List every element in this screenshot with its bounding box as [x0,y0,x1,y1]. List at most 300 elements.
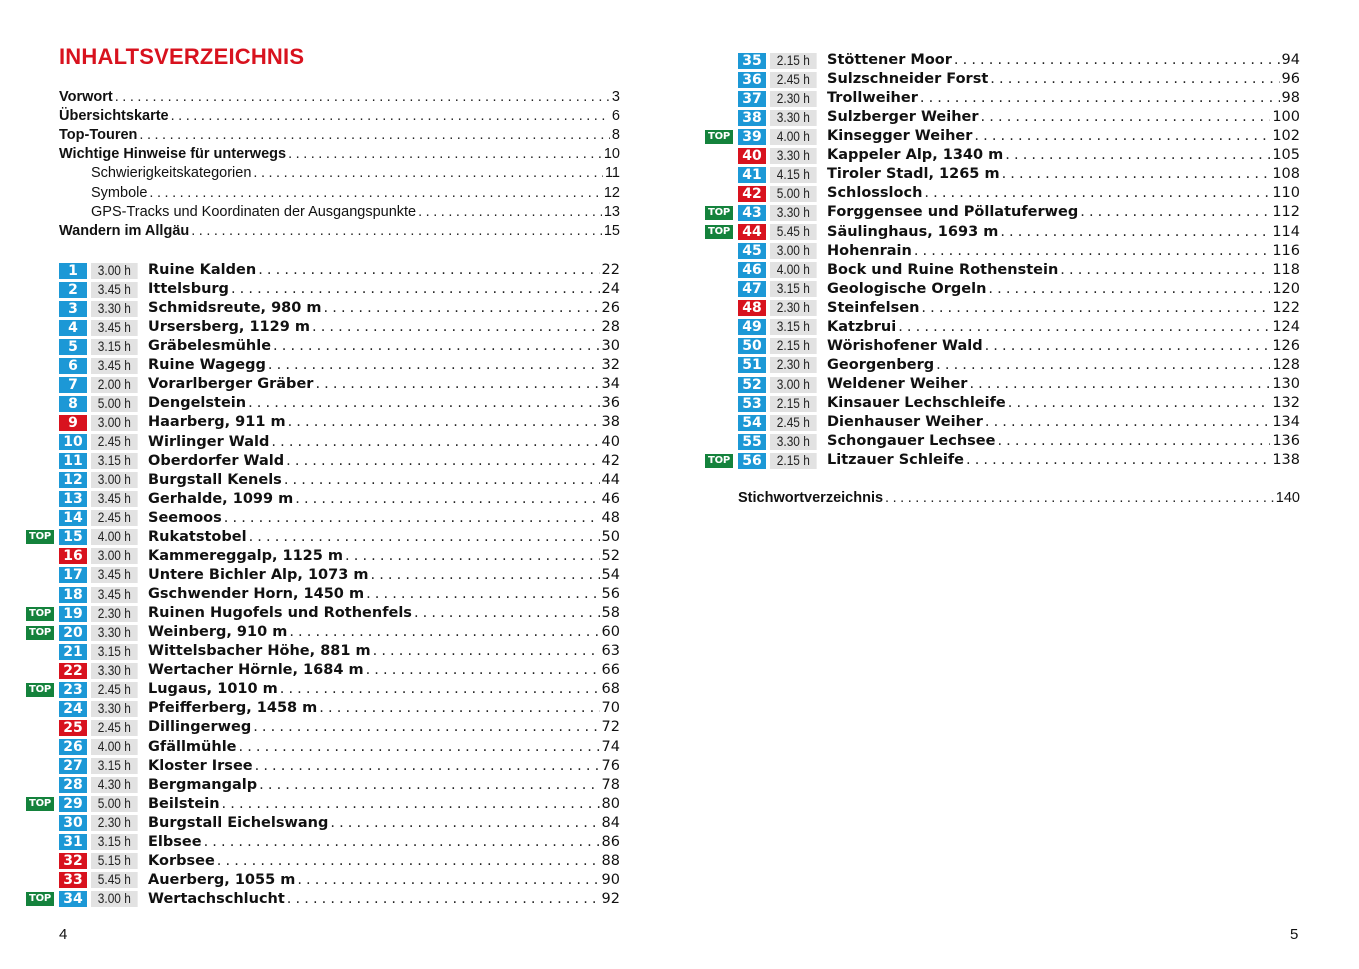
tour-name: Burgstall Eichelswang [148,814,329,831]
leader-dots [248,394,599,413]
toc-entry[interactable] [59,145,620,164]
tour-name: Gfällmühle [148,738,237,755]
top-tour-badge: TOP [26,530,54,544]
tour-entry [148,433,620,452]
toc-title: INHALTSVERZEICHNIS [59,44,305,69]
top-tour-badge: TOP [26,797,54,811]
tour-duration: 2.45 h [91,682,138,698]
tour-number-badge: 53 [738,396,766,412]
tour-name: Weldener Weiher [827,376,968,393]
tour-number-badge: 47 [738,281,766,297]
tour-page: 32 [601,357,620,374]
tour-page: 110 [1272,185,1300,202]
tour-row[interactable] [0,757,680,776]
tour-row[interactable] [680,242,1359,261]
top-tour-badge: TOP [26,607,54,621]
tour-name: Wertacher Hörnle, 1684 m [148,662,364,679]
leader-dots [1080,203,1270,222]
tour-duration: 3.00 h [91,472,138,488]
leader-dots [898,318,1270,337]
tour-page: 26 [601,300,620,317]
tour-page: 94 [1281,52,1300,68]
toc-entry[interactable] [59,126,620,145]
tour-row[interactable] [0,871,680,890]
tour-entry [148,337,620,356]
entry-page: 13 [603,203,620,220]
tour-number-badge: 4 [59,320,87,336]
tour-row[interactable] [0,585,680,604]
tour-page: 46 [601,490,620,507]
tour-row[interactable] [0,299,680,318]
tour-duration: 2.15 h [770,396,817,412]
toc-entry[interactable] [91,203,620,222]
tour-row[interactable] [680,203,1359,222]
tour-entry [148,661,620,680]
tour-number-badge: 10 [59,434,87,450]
tour-row[interactable] [0,814,680,833]
page-number-right: 5 [1290,926,1299,943]
tour-name: Georgenberg [827,356,935,373]
leader-dots [330,814,599,833]
tour-entry [827,51,1300,70]
tour-page: 44 [601,471,620,488]
tour-row[interactable] [680,261,1359,280]
leader-dots [258,261,599,280]
tour-row[interactable] [0,547,680,566]
tour-row[interactable] [0,604,680,623]
tour-name: Lugaus, 1010 m [148,681,278,698]
leader-dots [115,88,610,107]
tour-number-badge: 45 [738,243,766,259]
tour-duration: 2.30 h [770,357,817,373]
tour-page: 122 [1272,299,1300,316]
tour-row[interactable] [0,528,680,547]
tour-page: 42 [601,452,620,469]
leader-dots [885,489,1274,508]
tour-number-badge: 48 [738,300,766,316]
tour-number-badge: 15 [59,529,87,545]
leader-dots [255,757,600,776]
tour-name: Ruine Kalden [148,262,257,278]
tour-row[interactable] [0,433,680,452]
tour-number-badge: 42 [738,186,766,202]
tour-name: Oberdorfer Wald [148,452,285,469]
tour-entry [148,375,620,394]
top-tour-badge: TOP [705,454,733,468]
tour-duration: 5.00 h [770,186,817,202]
tour-entry [148,890,620,909]
tour-page: 108 [1272,166,1300,183]
entry-page: 10 [603,146,620,163]
tour-entry [148,566,620,585]
entry-page: 15 [603,222,620,239]
entry-label: Wandern im Allgäu [59,222,190,239]
toc-entry[interactable] [91,164,620,183]
tour-duration: 3.15 h [91,339,138,355]
leader-dots [287,890,600,909]
tour-row[interactable] [680,432,1359,451]
tour-row[interactable] [0,356,680,375]
tour-row[interactable] [680,223,1359,242]
tour-entry [148,871,620,890]
tour-entry [148,413,620,432]
tour-name: Bock und Ruine Rothenstein [827,261,1059,278]
tour-name: Wirlinger Wald [148,433,270,450]
tour-duration: 2.45 h [91,720,138,736]
tour-entry [148,680,620,699]
tour-duration: 4.00 h [91,739,138,755]
leader-dots [921,299,1270,318]
tour-name: Vorarlberger Gräber [148,376,314,393]
tour-name: Seemoos [148,509,222,526]
tour-duration: 3.00 h [91,891,138,907]
tour-number-badge: 33 [59,872,87,888]
tour-number-badge: 51 [738,357,766,373]
tour-number-badge: 37 [738,91,766,107]
tour-duration: 5.45 h [770,224,817,240]
tour-number-badge: 50 [738,338,766,354]
tour-row[interactable] [0,833,680,852]
tour-duration: 3.30 h [91,663,138,679]
entry-label: Wichtige Hinweise für unterwegs [59,146,287,163]
tour-page: 118 [1272,261,1300,278]
tour-name: Ittelsburg [148,281,229,298]
tour-row[interactable] [680,337,1359,356]
leader-dots [988,280,1270,299]
tour-entry [148,509,620,528]
leader-dots [289,623,599,642]
leader-dots [936,356,1270,375]
tour-page: 116 [1272,242,1300,259]
tour-name: Ruinen Hugofels und Rothenfels [148,605,412,622]
tour-page: 30 [601,338,620,355]
tour-row[interactable] [0,623,680,642]
tour-entry [148,356,620,375]
tour-name: Dillingerweg [148,719,252,736]
tour-number-badge: 52 [738,377,766,393]
tour-row[interactable] [0,699,680,718]
tour-row[interactable] [0,280,680,299]
tour-number-badge: 11 [59,453,87,469]
tour-row[interactable] [0,680,680,699]
tour-page: 58 [601,605,620,622]
tour-row[interactable] [680,394,1359,413]
tour-entry [827,165,1300,184]
tour-page: 120 [1272,280,1300,297]
tour-entry [827,337,1300,356]
tour-duration: 2.30 h [770,300,817,316]
tour-name: Beilstein [148,795,220,812]
tour-entry [148,738,620,757]
tour-page: 40 [601,433,620,450]
tour-number-badge: 17 [59,567,87,583]
tour-name: Kinsegger Weiher [827,128,973,145]
leader-dots [288,145,602,164]
tour-duration: 3.15 h [770,281,817,297]
leader-dots [985,337,1271,356]
tour-name: Schlossloch [827,185,923,202]
tour-entry [827,261,1300,280]
tour-number-badge: 46 [738,262,766,278]
tour-number-badge: 36 [738,72,766,88]
leader-dots [273,337,600,356]
tour-name: Pfeifferberg, 1458 m [148,700,318,717]
tour-entry [148,833,620,852]
tour-entry [148,795,620,814]
tour-entry [148,318,620,337]
tour-row[interactable] [680,89,1359,108]
tour-duration: 3.15 h [91,644,138,660]
tour-duration: 4.30 h [91,777,138,793]
leader-dots [222,795,600,814]
tour-row[interactable] [0,490,680,509]
tour-duration: 3.45 h [91,320,138,336]
tour-entry [827,70,1300,89]
tour-name: Katzbrui [827,318,897,335]
tour-row[interactable] [680,165,1359,184]
tour-number-badge: 19 [59,606,87,622]
tour-name: Kammereggalp, 1125 m [148,547,344,564]
tour-entry [827,203,1300,222]
tour-row[interactable] [0,776,680,795]
tour-row[interactable] [0,375,680,394]
leader-dots [149,184,601,203]
tour-row[interactable] [680,413,1359,432]
tour-number-badge: 7 [59,377,87,393]
top-tour-badge: TOP [26,626,54,640]
tour-duration: 3.30 h [770,110,817,126]
tour-name: Steinfelsen [827,299,920,316]
tour-number-badge: 40 [738,148,766,164]
tour-duration: 4.15 h [770,167,817,183]
tour-entry [827,394,1300,413]
tour-number-badge: 18 [59,587,87,603]
tour-duration: 4.00 h [770,262,817,278]
tour-row[interactable] [0,642,680,661]
tour-name: Schongauer Lechsee [827,433,996,450]
tour-row[interactable] [0,261,680,280]
tour-row[interactable] [0,452,680,471]
tour-number-badge: 29 [59,796,87,812]
entry-page: 140 [1275,490,1300,506]
tour-duration: 3.00 h [91,548,138,564]
tour-row[interactable] [680,127,1359,146]
tour-page: 130 [1272,376,1300,393]
tour-duration: 3.30 h [770,205,817,221]
leader-dots [204,833,600,852]
toc-entry[interactable] [59,88,620,107]
tour-name: Schmidsreute, 980 m [148,300,322,317]
tour-row[interactable] [680,318,1359,337]
tour-number-badge: 44 [738,224,766,240]
tour-row[interactable] [0,661,680,680]
tour-name: Säulinghaus, 1693 m [827,223,999,240]
leader-dots [997,432,1270,451]
leader-dots [217,852,600,871]
tour-row[interactable] [0,795,680,814]
tour-row[interactable] [0,738,680,757]
leader-dots [373,642,600,661]
tour-row[interactable] [680,280,1359,299]
tour-row[interactable] [0,509,680,528]
leader-dots [1000,223,1270,242]
tour-name: Untere Bichler Alp, 1073 m [148,566,369,583]
leader-dots [366,585,599,604]
tour-page: 90 [601,871,620,888]
tour-duration: 3.00 h [770,377,817,393]
tour-entry [827,318,1300,337]
tour-row[interactable] [680,146,1359,165]
tour-row[interactable] [680,184,1359,203]
tour-row[interactable] [0,413,680,432]
tour-page: 132 [1272,395,1300,412]
leader-dots [920,89,1280,108]
tour-entry [827,127,1300,146]
tour-page: 28 [601,319,620,336]
tour-name: Sulzschneider Forst [827,71,989,88]
tour-entry [827,223,1300,242]
tour-entry [827,375,1300,394]
tour-row[interactable] [680,375,1359,394]
tour-row[interactable] [0,566,680,585]
tour-entry [148,528,620,547]
tour-number-badge: 55 [738,434,766,450]
leader-dots [414,604,600,623]
tour-number-badge: 21 [59,644,87,660]
entry-label: Stichwortverzeichnis [738,490,884,506]
leader-dots [171,107,610,126]
leader-dots [954,51,1280,70]
leader-dots [139,126,610,145]
tour-page: 74 [601,738,620,755]
tour-page: 34 [601,376,620,393]
tour-duration: 3.30 h [770,434,817,450]
tour-entry [148,604,620,623]
tour-page: 76 [601,757,620,774]
tour-row[interactable] [0,718,680,737]
leader-dots [280,680,600,699]
tour-name: Kloster Irsee [148,757,253,774]
tour-number-badge: 14 [59,510,87,526]
tour-page: 138 [1272,452,1300,469]
tour-name: Stöttener Moor [827,52,952,68]
tour-number-badge: 32 [59,853,87,869]
tour-page: 92 [601,890,620,907]
tour-number-badge: 39 [738,129,766,145]
tour-page: 22 [601,262,620,278]
tour-name: Ursersberg, 1129 m [148,319,310,336]
tour-row[interactable] [680,299,1359,318]
tour-row[interactable] [680,108,1359,127]
tour-number-badge: 2 [59,282,87,298]
tour-duration: 3.00 h [770,243,817,259]
tour-entry [827,89,1300,108]
entry-page: 12 [603,184,620,201]
entry-page: 3 [611,89,620,105]
tour-duration: 5.00 h [91,796,138,812]
tour-number-badge: 8 [59,396,87,412]
tour-name: Kinsauer Lechschleife [827,395,1006,412]
leader-dots [259,776,599,795]
tour-row[interactable] [0,318,680,337]
leader-dots [1060,261,1270,280]
tour-number-badge: 24 [59,701,87,717]
entry-page: 6 [611,108,620,125]
tour-row[interactable] [680,70,1359,89]
tour-name: Gschwender Horn, 1450 m [148,586,365,603]
leader-dots [1005,146,1270,165]
tour-entry [148,299,620,318]
leader-dots [239,738,600,757]
tour-entry [827,184,1300,203]
tour-duration: 3.45 h [91,358,138,374]
entry-page: 8 [611,127,620,144]
leader-dots [268,356,600,375]
tour-row[interactable] [0,890,680,909]
tour-page: 63 [601,643,620,660]
tour-number-badge: 20 [59,625,87,641]
tour-row[interactable] [680,51,1359,70]
tour-number-badge: 31 [59,834,87,850]
top-tour-badge: TOP [705,225,733,239]
tour-page: 48 [601,509,620,526]
toc-entry[interactable] [59,222,620,241]
tour-row[interactable] [0,471,680,490]
tour-number-badge: 25 [59,720,87,736]
tour-page: 88 [601,852,620,869]
tour-number-badge: 23 [59,682,87,698]
tour-row[interactable] [0,394,680,413]
tour-page: 80 [601,795,620,812]
toc-entry[interactable] [59,107,620,126]
tour-name: Elbsee [148,833,202,850]
tour-page: 60 [601,624,620,641]
tour-page: 84 [601,814,620,831]
tour-name: Sulzberger Weiher [827,109,979,126]
leader-dots [924,184,1270,203]
tour-duration: 2.45 h [91,434,138,450]
entry-label: Symbole [91,184,148,201]
tour-duration: 3.00 h [91,415,138,431]
leader-dots [297,871,599,890]
tour-page: 24 [601,281,620,298]
tour-page: 124 [1272,318,1300,335]
leader-dots [191,222,602,241]
tour-name: Auerberg, 1055 m [148,871,296,888]
tour-entry [148,452,620,471]
toc-entry[interactable] [91,184,620,203]
tour-number-badge: 13 [59,491,87,507]
tour-row[interactable] [680,451,1359,470]
leader-dots [271,433,599,452]
tour-name: Wittelsbacher Höhe, 881 m [148,643,371,660]
leader-dots [288,413,600,432]
tour-name: Haarberg, 911 m [148,414,286,431]
tour-entry [148,718,620,737]
entry-label: Top-Touren [59,127,138,144]
tour-duration: 3.30 h [91,301,138,317]
tour-duration: 2.15 h [770,453,817,469]
tour-row[interactable] [0,852,680,871]
tour-row[interactable] [680,356,1359,375]
tour-page: 136 [1272,433,1300,450]
tour-entry [827,299,1300,318]
tour-duration: 3.45 h [91,587,138,603]
leader-dots [1008,394,1271,413]
tour-row[interactable] [0,337,680,356]
tour-number-badge: 22 [59,663,87,679]
toc-entry-index[interactable] [738,489,1300,508]
